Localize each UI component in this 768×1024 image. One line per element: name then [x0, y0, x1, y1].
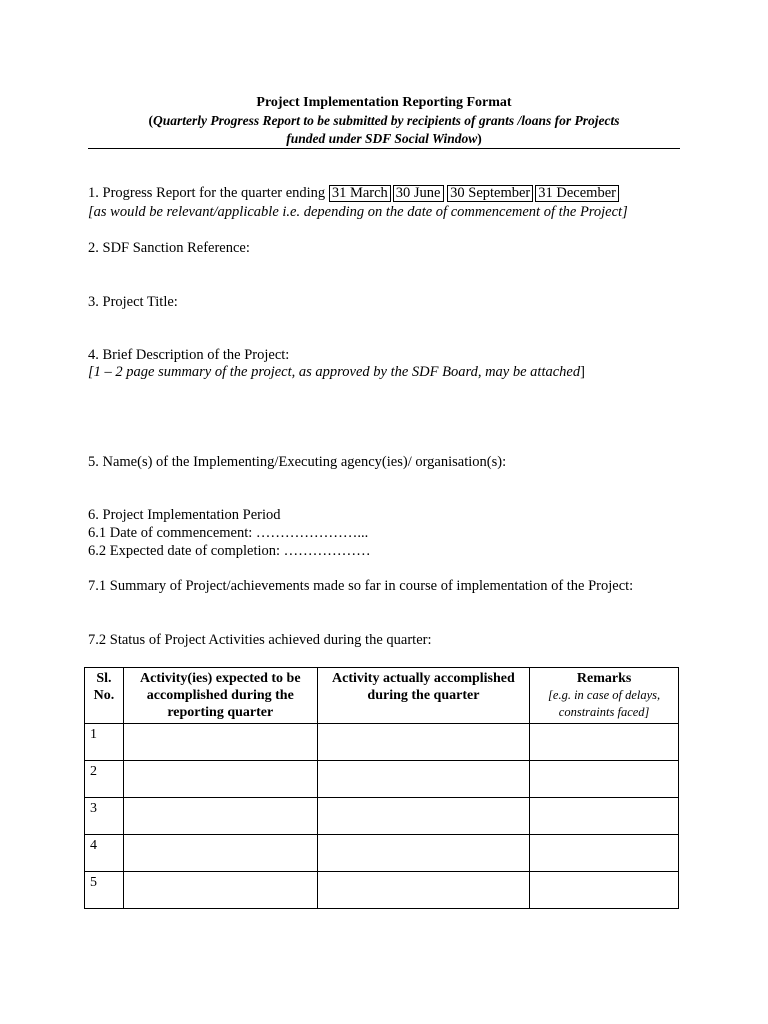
table-row	[85, 798, 679, 835]
actual-activity-cell[interactable]	[317, 798, 530, 835]
section-6-implementation-period: 6. Project Implementation Period	[88, 507, 281, 523]
remarks-cell[interactable]	[530, 835, 679, 872]
subtitle-text-line2: funded under SDF Social Window	[286, 131, 478, 146]
actual-activity-cell[interactable]	[317, 835, 530, 872]
quarter-option-30-september[interactable]: 30 September	[447, 185, 533, 202]
actual-activity-cell[interactable]	[317, 761, 530, 798]
header-remarks-label: Remarks	[576, 671, 632, 686]
table-header-row	[85, 668, 679, 724]
section-1-label: 1. Progress Report for the quarter ending	[88, 185, 326, 201]
quarter-option-31-december[interactable]: 31 December	[535, 185, 619, 202]
subtitle-close-paren: )	[477, 131, 482, 146]
remarks-cell[interactable]	[530, 761, 679, 798]
section-4-note	[88, 364, 585, 381]
header-expected-activity: Activity(ies) expected to be accomplished during the reporting quarter	[123, 668, 317, 724]
document-subtitle-line1	[0, 112, 768, 129]
expected-activity-cell[interactable]	[123, 761, 317, 798]
header-sl-line2: No.	[93, 688, 115, 703]
header-divider	[88, 148, 680, 149]
header-sl-line1: Sl.	[96, 671, 112, 686]
section-6-2-completion-date: 6.2 Expected date of completion: ………………	[88, 543, 371, 559]
table-row	[85, 872, 679, 909]
table-row	[85, 761, 679, 798]
header-remarks	[530, 668, 679, 724]
section-5-implementing-agency: 5. Name(s) of the Implementing/Executing agency(ies)/ organisation(s):	[88, 454, 507, 470]
section-3-project-title: 3. Project Title:	[88, 294, 178, 310]
section-6-1-commencement-date: 6.1 Date of commencement: …………………...	[88, 525, 369, 541]
subtitle-text-line1: Quarterly Progress Report to be submitted by recipients of grants /loans for Projects	[152, 113, 620, 128]
section-7-2-status: 7.2 Status of Project Activities achieved during the quarter:	[88, 632, 432, 648]
row-number: 1	[85, 724, 124, 761]
section-7-1-summary: 7.1 Summary of Project/achievements made so far in course of implementation of the Project:	[88, 578, 634, 594]
header-actual-activity: Activity actually accomplished during the quarter	[317, 668, 530, 724]
row-number: 5	[85, 872, 124, 909]
section-1-note: [as would be relevant/applicable i.e. depending on the date of commencement of the Project]	[88, 204, 628, 220]
quarter-option-31-march[interactable]: 31 March	[329, 185, 391, 202]
table-row	[85, 724, 679, 761]
section-4-note-text: [1 – 2 page summary of the project, as approved by the SDF Board, may be attached	[88, 364, 581, 380]
section-4-note-close: ]	[580, 364, 585, 380]
activity-status-table	[84, 667, 679, 909]
row-number: 2	[85, 761, 124, 798]
document-title: Project Implementation Reporting Format	[256, 95, 512, 110]
row-number: 3	[85, 798, 124, 835]
actual-activity-cell[interactable]	[317, 724, 530, 761]
row-number: 4	[85, 835, 124, 872]
quarter-option-30-june[interactable]: 30 June	[393, 185, 444, 202]
expected-activity-cell[interactable]	[123, 724, 317, 761]
subtitle-open-paren: (	[148, 113, 153, 128]
remarks-cell[interactable]	[530, 724, 679, 761]
header-sl-no	[85, 668, 124, 724]
expected-activity-cell[interactable]	[123, 835, 317, 872]
document-subtitle-line2	[0, 130, 768, 147]
actual-activity-cell[interactable]	[317, 872, 530, 909]
table-row	[85, 835, 679, 872]
section-4-brief-description: 4. Brief Description of the Project:	[88, 347, 290, 363]
header-remarks-hint: [e.g. in case of delays, constraints faced]	[548, 688, 661, 719]
expected-activity-cell[interactable]	[123, 798, 317, 835]
remarks-cell[interactable]	[530, 872, 679, 909]
section-2-sanction-reference: 2. SDF Sanction Reference:	[88, 240, 250, 256]
expected-activity-cell[interactable]	[123, 872, 317, 909]
section-1-progress-quarter	[88, 185, 619, 202]
remarks-cell[interactable]	[530, 798, 679, 835]
